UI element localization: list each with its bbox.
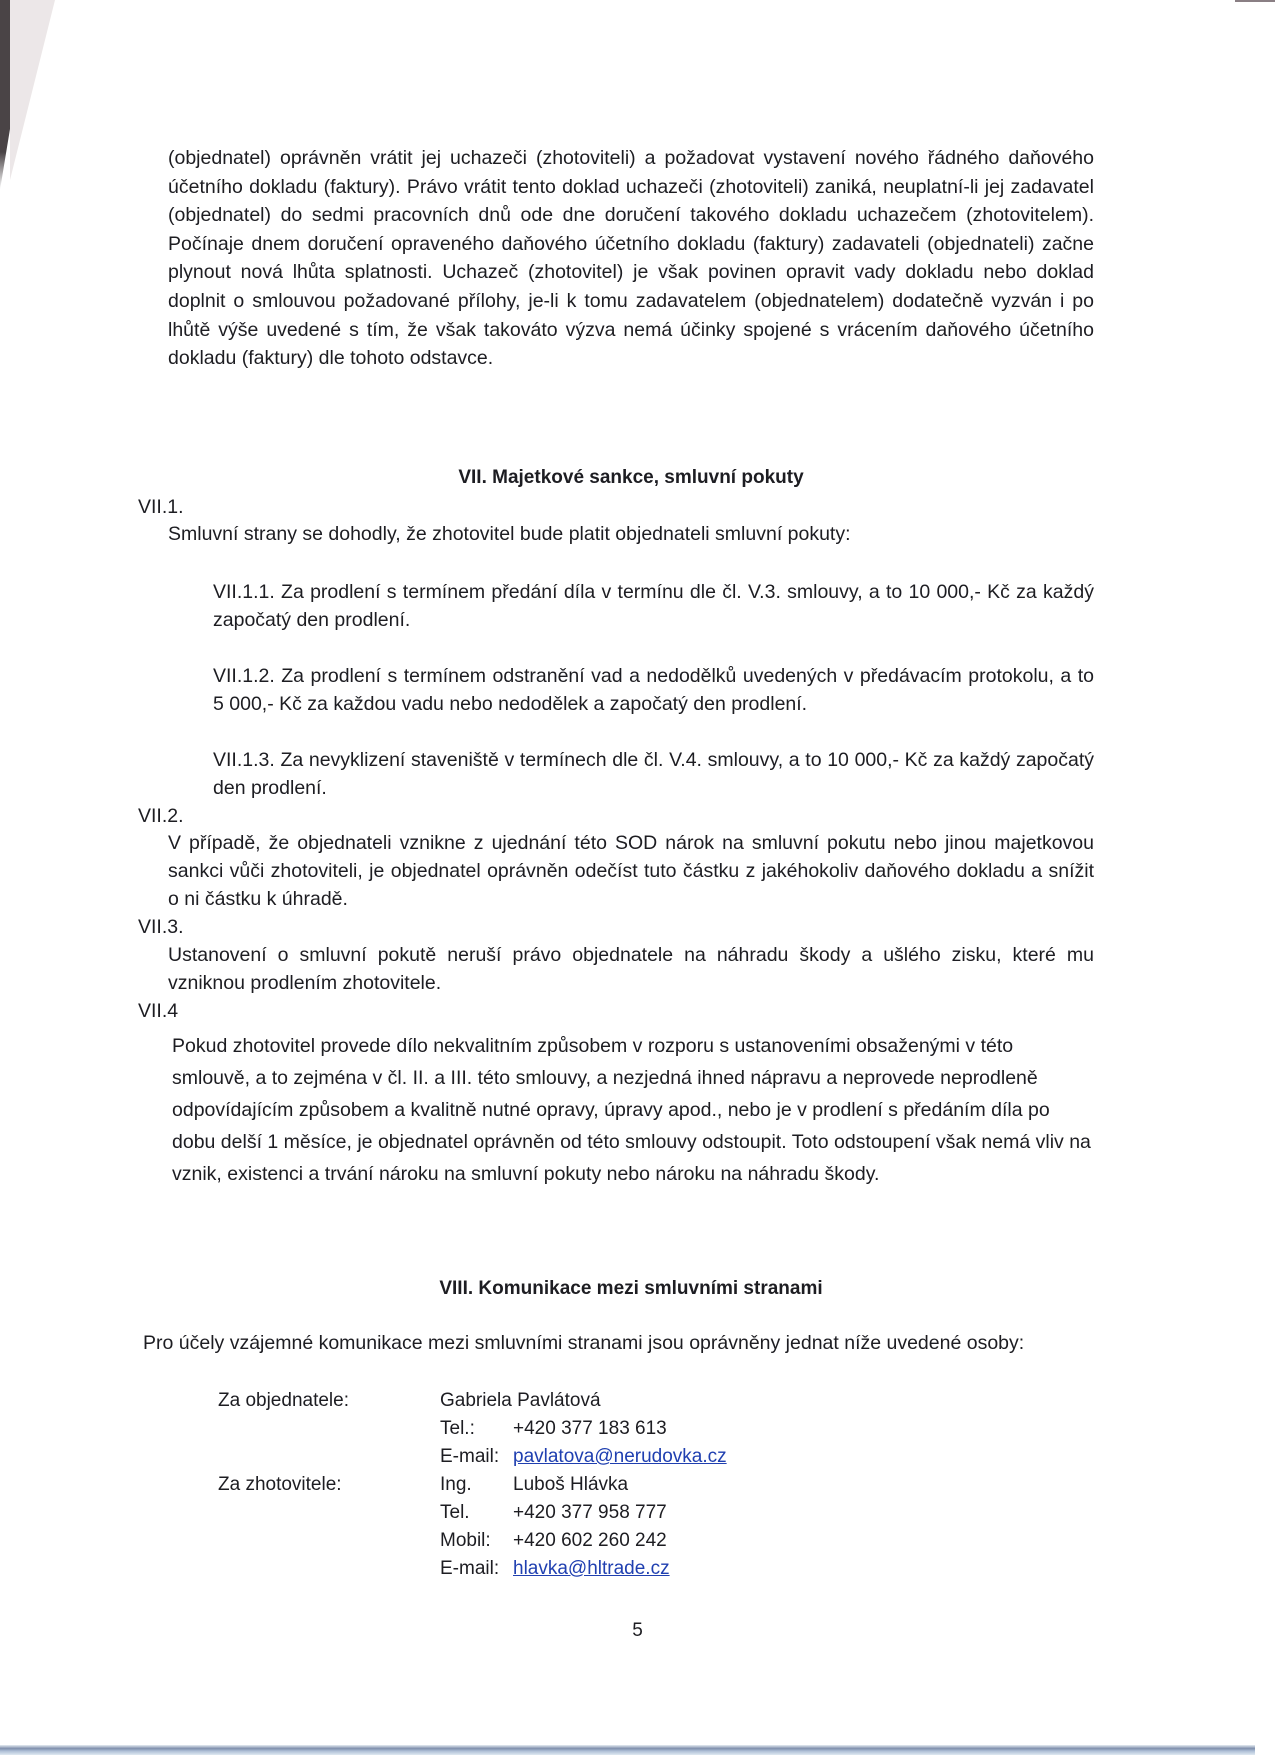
scan-bottom-edge xyxy=(0,1745,1255,1755)
clause-number: VII.1. xyxy=(138,496,184,518)
contractor-title: Ing. xyxy=(440,1474,472,1495)
intro-paragraph: (objednatel) oprávněn vrátit jej uchazeči (zhotoviteli) a požadovat vystavení nového řádného daňového účetního dokladu (faktury). Právo vrátit tento doklad uchazeči (zhotoviteli) zaniká, neuplatní-li jej zadavatel (objednatel) do sedmi pracovních dnů ode dne doručení takového dokladu uchazečem (zhotovitelem). Počínaje dnem doručení opraveného daňového účetního dokladu (faktury) zadavateli (objednateli) začne plynout nová lhůta splatnosti. Uchazeč (zhotovitel) je však povinen opravit vady dokladu nebo doklad doplnit o smlouvou požadované přílohy, je-li k tomu zadavatelem (objednatelem) dodatečně vyzván i po lhůtě výše uvedené s tím, že však takováto výzva nemá účinky spojené s vrácením daňového účetního dokladu (faktury) dle tohoto odstavce. xyxy=(168,147,1094,370)
contractor-label: Za zhotovitele: xyxy=(218,1474,342,1495)
section-7-title: VII. Majetkové sankce, smluvní pokuty xyxy=(458,467,804,488)
section-8-intro: Pro účely vzájemné komunikace mezi smluvními stranami jsou oprávněny jednat níže uvedené osoby: xyxy=(143,1332,1025,1354)
page-number: 5 xyxy=(632,1620,643,1641)
contractor-mobile: +420 602 260 242 xyxy=(513,1530,667,1551)
contractor-tel-label: Tel. xyxy=(440,1502,470,1523)
client-email-link[interactable]: pavlatova@nerudovka.cz xyxy=(513,1446,727,1467)
clause-text: V případě, že objednateli vznikne z ujednání této SOD nárok na smluvní pokutu nebo jinou majetkovou sankci vůči zhotoviteli, je objednatel oprávněn odečíst tuto částku z jakéhokoliv daňového dokladu a snížit o ni částku k úhradě. xyxy=(168,832,1094,910)
scan-page-fold xyxy=(10,0,55,180)
subclause: VII.1.1. Za prodlení s termínem předání díla v termínu dle čl. V.3. smlouvy, a to 10 000,- Kč za každý započatý den prodlení. xyxy=(213,581,1094,631)
clause-number: VII.2. xyxy=(138,805,184,827)
clause-text: Pokud zhotovitel provede dílo nekvalitním způsobem v rozporu s ustanoveními obsaženými v této smlouvě, a to zejména v čl. II. a III. této smlouvy, a nezjedná ihned nápravu a neprovede neprodleně odpovídajícím způsobem a kvalitně nutné opravy, úpravy apod., nebo je v prodlení s předáním díla po dobu delší 1 měsíce, je objednatel oprávněn od této smlouvy odstoupit. Toto odstoupení však nemá vliv na vznik, existenci a trvání nároku na smluvní pokuty nebo nároku na náhradu škody. xyxy=(172,1035,1091,1185)
client-email-label: E-mail: xyxy=(440,1446,500,1467)
contractor-email-label: E-mail: xyxy=(440,1558,500,1579)
clause-number: VII.3. xyxy=(138,916,184,938)
client-name: Gabriela Pavlátová xyxy=(440,1390,601,1411)
contractor-tel: +420 377 958 777 xyxy=(513,1502,667,1523)
contractor-mobile-label: Mobil: xyxy=(440,1530,491,1551)
subclause: VII.1.3. Za nevyklizení staveniště v termínech dle čl. V.4. smlouvy, a to 10 000,- Kč za každý započatý den prodlení. xyxy=(213,749,1094,799)
scan-edge-mark xyxy=(1235,0,1275,2)
subclause: VII.1.2. Za prodlení s termínem odstranění vad a nedodělků uvedených v předávacím protokolu, a to 5 000,- Kč za každou vadu nebo nedodělek a započatý den prodlení. xyxy=(213,665,1094,715)
contractor-name: Luboš Hlávka xyxy=(513,1474,629,1495)
contractor-email-link[interactable]: hlavka@hltrade.cz xyxy=(513,1558,670,1579)
client-tel: +420 377 183 613 xyxy=(513,1418,667,1439)
section-8-title: VIII. Komunikace mezi smluvními stranami xyxy=(439,1278,823,1299)
client-label: Za objednatele: xyxy=(218,1390,349,1411)
clause-text: Smluvní strany se dohodly, že zhotovitel bude platit objednateli smluvní pokuty: xyxy=(168,523,851,545)
clause-number: VII.4 xyxy=(138,1000,179,1022)
client-tel-label: Tel.: xyxy=(440,1418,475,1439)
clause-text: Ustanovení o smluvní pokutě neruší právo objednatele na náhradu škody a ušlého zisku, které mu vzniknou prodlením zhotovitele. xyxy=(168,944,1094,994)
